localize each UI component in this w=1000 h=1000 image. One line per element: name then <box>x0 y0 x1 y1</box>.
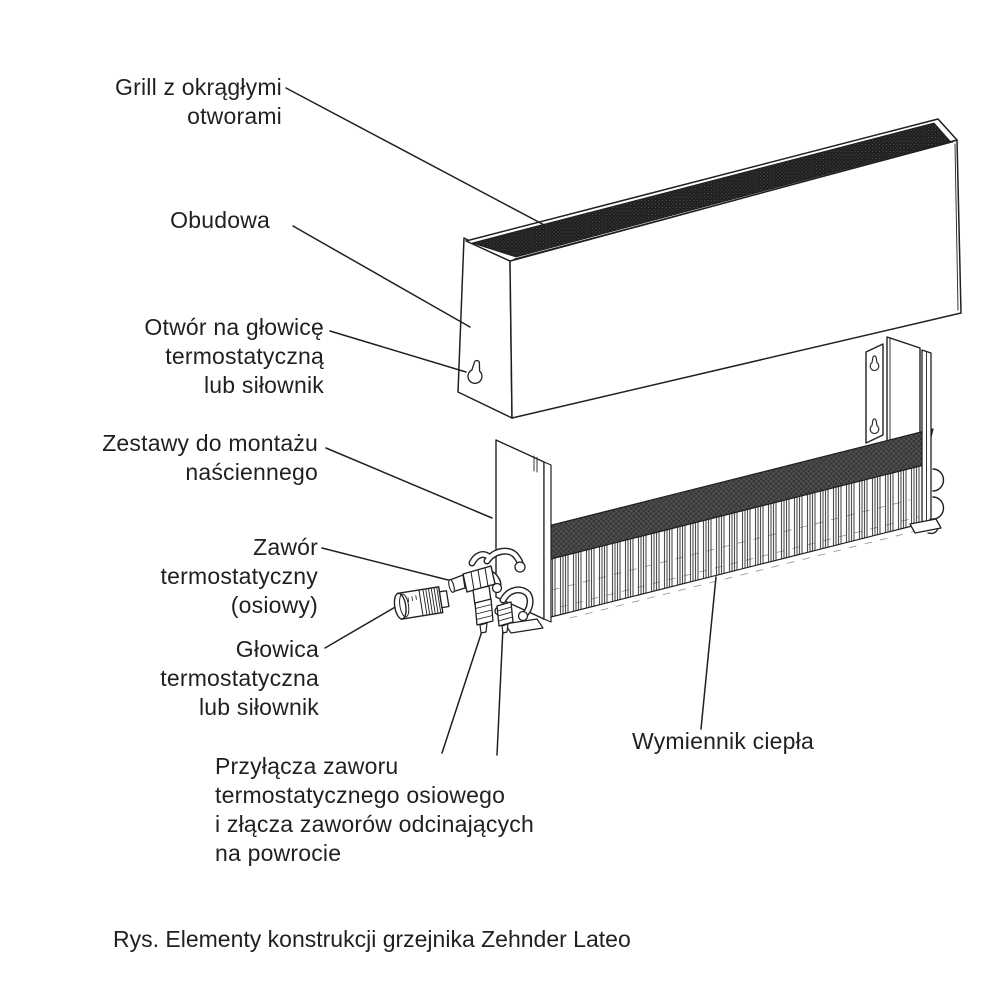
label-przylacza <box>215 752 534 868</box>
label-wymiennik <box>632 727 814 756</box>
label-zawor-line2: termostatyczny <box>160 563 318 589</box>
label-przylacza-line1: Przyłącza zaworu <box>215 753 399 779</box>
thermostatic-head <box>393 586 450 620</box>
valve-connection-tip-1 <box>480 623 487 633</box>
label-przylacza-line2: termostatycznego osiowego <box>215 782 506 808</box>
pipe-u-bend-bottom <box>933 497 944 519</box>
leader-obudowa <box>293 226 470 327</box>
figure-caption: Rys. Elementy konstrukcji grzejnika Zehnder Lateo <box>113 926 631 952</box>
label-zawor <box>161 533 318 620</box>
valve-connection-tip-2 <box>502 624 508 633</box>
pipe-u-bend-top <box>933 469 944 491</box>
label-przylacza-line3: i złącza zaworów odcinających <box>215 811 534 837</box>
label-obudowa-line1: Obudowa <box>170 207 270 233</box>
leader-grill <box>286 88 548 227</box>
valve-assembly <box>448 551 531 633</box>
label-otwor-line2: termostatyczną <box>165 343 324 369</box>
label-glowica-line2: termostatyczna <box>160 665 319 691</box>
leader-zestawy <box>326 448 492 518</box>
leader-lines <box>286 88 716 755</box>
label-grill-line1: Grill z okrągłymi <box>115 74 282 100</box>
valve-port-2 <box>519 612 528 621</box>
label-otwor-line3: lub siłownik <box>203 372 324 398</box>
label-grill-line2: otworami <box>187 103 282 129</box>
leader-glowica <box>325 606 397 648</box>
valve-port-1 <box>515 562 525 572</box>
casing-left-panel <box>458 238 512 418</box>
leader-przylacza-2 <box>497 627 503 755</box>
leader-zawor <box>322 548 460 583</box>
label-zestawy-line1: Zestawy do montażu <box>102 430 318 456</box>
leader-przylacza-1 <box>442 628 483 753</box>
leader-otwor <box>330 331 466 372</box>
label-glowica-line1: Głowica <box>235 636 319 662</box>
label-zawor-line3: (osiowy) <box>230 592 318 618</box>
leader-wymiennik <box>701 577 716 729</box>
label-glowica-line3: lub siłownik <box>198 694 319 720</box>
label-grill <box>115 73 282 131</box>
label-zestawy <box>102 429 318 487</box>
label-wymiennik-line1: Wymiennik ciepła <box>632 728 814 754</box>
label-otwor-line1: Otwór na głowicę <box>144 314 324 340</box>
label-otwor <box>144 313 324 400</box>
label-przylacza-line4: na powrocie <box>215 840 342 866</box>
casing <box>458 119 961 418</box>
label-zestawy-line2: naściennego <box>185 459 318 485</box>
label-zawor-line1: Zawór <box>253 534 318 560</box>
mounting-plate-edge <box>544 462 551 622</box>
label-obudowa <box>170 206 270 235</box>
label-glowica <box>160 635 319 722</box>
